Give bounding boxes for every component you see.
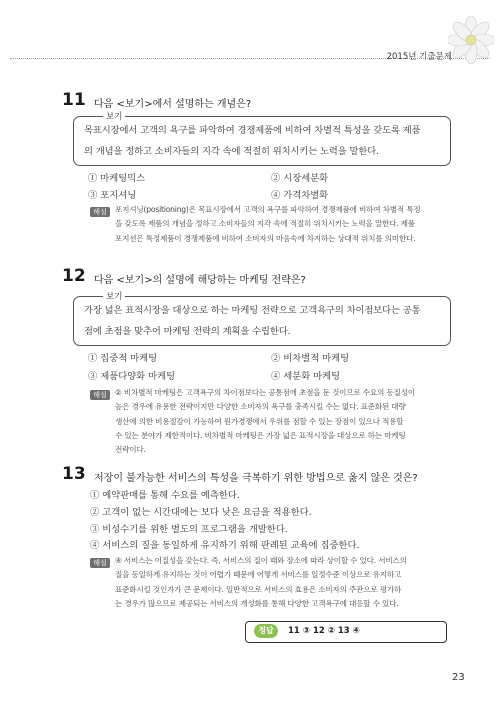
explanation-line: 높은 경우에 유용한 전략이지만 다양한 소비자의 욕구를 충족시킬 수는 없다. 표준화된 대량	[115, 402, 406, 412]
page-number: 23	[452, 672, 465, 683]
question-11-option-4[interactable]: ④ 가격차별화	[271, 190, 329, 201]
question-11-explanation-badge: 해설	[90, 207, 110, 217]
question-11-prompt: 다음 <보기>에서 설명하는 개념은?	[94, 99, 252, 110]
exam-year-label: 2015년 기출문제	[386, 52, 452, 62]
question-11-option-3[interactable]: ③ 포지셔닝	[88, 190, 137, 201]
explanation-line: 포지션은 특정제품이 경쟁제품에 비하여 소비자의 마음속에 차지하는 상대적 위치를 의미한다.	[115, 233, 416, 243]
explanation-line: ② 비차별적 마케팅은 고객욕구의 차이점보다는 공통점에 초점을 둔 것이므로 수요의 동질성이	[115, 388, 415, 397]
question-11-option-1[interactable]: ① 마케팅믹스	[88, 173, 146, 184]
question-12-option-3[interactable]: ③ 제품다양화 마케팅	[88, 371, 176, 382]
answer-key: 11 ③ 12 ② 13 ④	[288, 626, 360, 636]
explanation-line: 포지셔닝(positioning)은 목표시장에서 고객의 욕구를 파악하여 경쟁제품에 비하여 차별적 특징	[115, 205, 421, 214]
flower-decoration-icon	[448, 14, 494, 74]
question-12-bogi-label: 보기	[103, 290, 125, 302]
explanation-line: 을 갖도록 제품의 개념을 정하고 소비자들의 지각 속에 적절히 위치시키는 노력을 말한다. 제품	[115, 219, 415, 229]
explanation-line: 수 있는 분야가 제한적이다. 비차별적 마케팅은 가장 넓은 표적시장을 대상으로 하는 마케팅	[115, 430, 406, 440]
question-12-prompt: 다음 <보기>의 설명에 해당하는 마케팅 전략은?	[94, 275, 306, 286]
bogi-line: 목표시장에서 고객의 욕구를 파악하여 경쟁제품에 비하여 차별적 특성을 갖도록 제품	[84, 125, 421, 136]
explanation-line: 는 경우가 많으므로 제공되는 서비스의 개성화를 통해 다양한 고객욕구에 대응할 수 있다.	[115, 598, 399, 608]
explanation-line: 전략이다.	[115, 445, 146, 455]
question-12-option-1[interactable]: ① 집중적 마케팅	[88, 353, 158, 364]
question-11-number: 11	[62, 90, 86, 110]
answer-badge: 정답	[254, 624, 278, 638]
question-12-explanation-badge: 해설	[90, 390, 110, 400]
question-12-bogi-text	[84, 300, 444, 342]
question-11-bogi-text	[84, 120, 444, 162]
explanation-line: 질을 동일하게 유지하는 것이 어렵기 때문에 어떻게 서비스를 일정수준 이상으로 유지하고	[115, 570, 402, 580]
question-13-option-2[interactable]: ② 고객이 없는 시간대에는 보다 낮은 요금을 적용한다.	[90, 507, 312, 518]
explanation-line: 표준화시킬 것인가가 큰 문제이다. 일반적으로 서비스의 효용은 소비자의 주관으로 평가하	[115, 584, 402, 594]
bogi-line: 점에 초점을 맞추어 마케팅 전략의 계획을 수립한다.	[84, 326, 291, 337]
question-12-option-4[interactable]: ④ 세분화 마케팅	[271, 371, 341, 382]
question-11-bogi-label: 보기	[103, 110, 125, 122]
question-13-option-1[interactable]: ① 예약판매를 통해 수요를 예측한다.	[90, 490, 240, 501]
question-12-option-2[interactable]: ② 비차별적 마케팅	[271, 353, 350, 364]
bogi-line: 가장 넓은 표적시장을 대상으로 하는 마케팅 전략으로 고객욕구의 차이점보다는 공통	[84, 305, 421, 316]
question-13-explanation	[115, 554, 450, 611]
question-12-explanation	[115, 386, 450, 457]
question-13-number: 13	[62, 464, 86, 484]
question-12-number: 12	[62, 266, 86, 286]
bogi-line: 의 개념을 정하고 소비자들의 지각 속에 적절히 위치시키는 노력을 말한다.	[84, 146, 379, 157]
question-13-explanation-badge: 해설	[90, 558, 110, 568]
question-13-option-4[interactable]: ④ 서비스의 질을 동일하게 유지하기 위해 판례된 교육에 집중한다.	[90, 540, 360, 551]
question-13-option-3[interactable]: ③ 비성수기를 위한 별도의 프로그램을 개발한다.	[90, 524, 288, 535]
explanation-line: ④ 서비스는 이질성을 갖는다. 즉, 서비스의 질이 때와 장소에 따라 상이할 수 있다. 서비스의	[115, 556, 407, 565]
question-11-explanation	[115, 203, 450, 246]
question-13-prompt: 저장이 불가능한 서비스의 특성을 극복하기 위한 방법으로 옳지 않은 것은?	[94, 473, 418, 484]
question-11-option-2[interactable]: ② 시장세분화	[271, 173, 329, 184]
explanation-line: 생산에 의한 비용절감이 가능하여 원가경쟁에서 우위를 점할 수 있는 장점이 있으나 적용할	[115, 416, 404, 426]
